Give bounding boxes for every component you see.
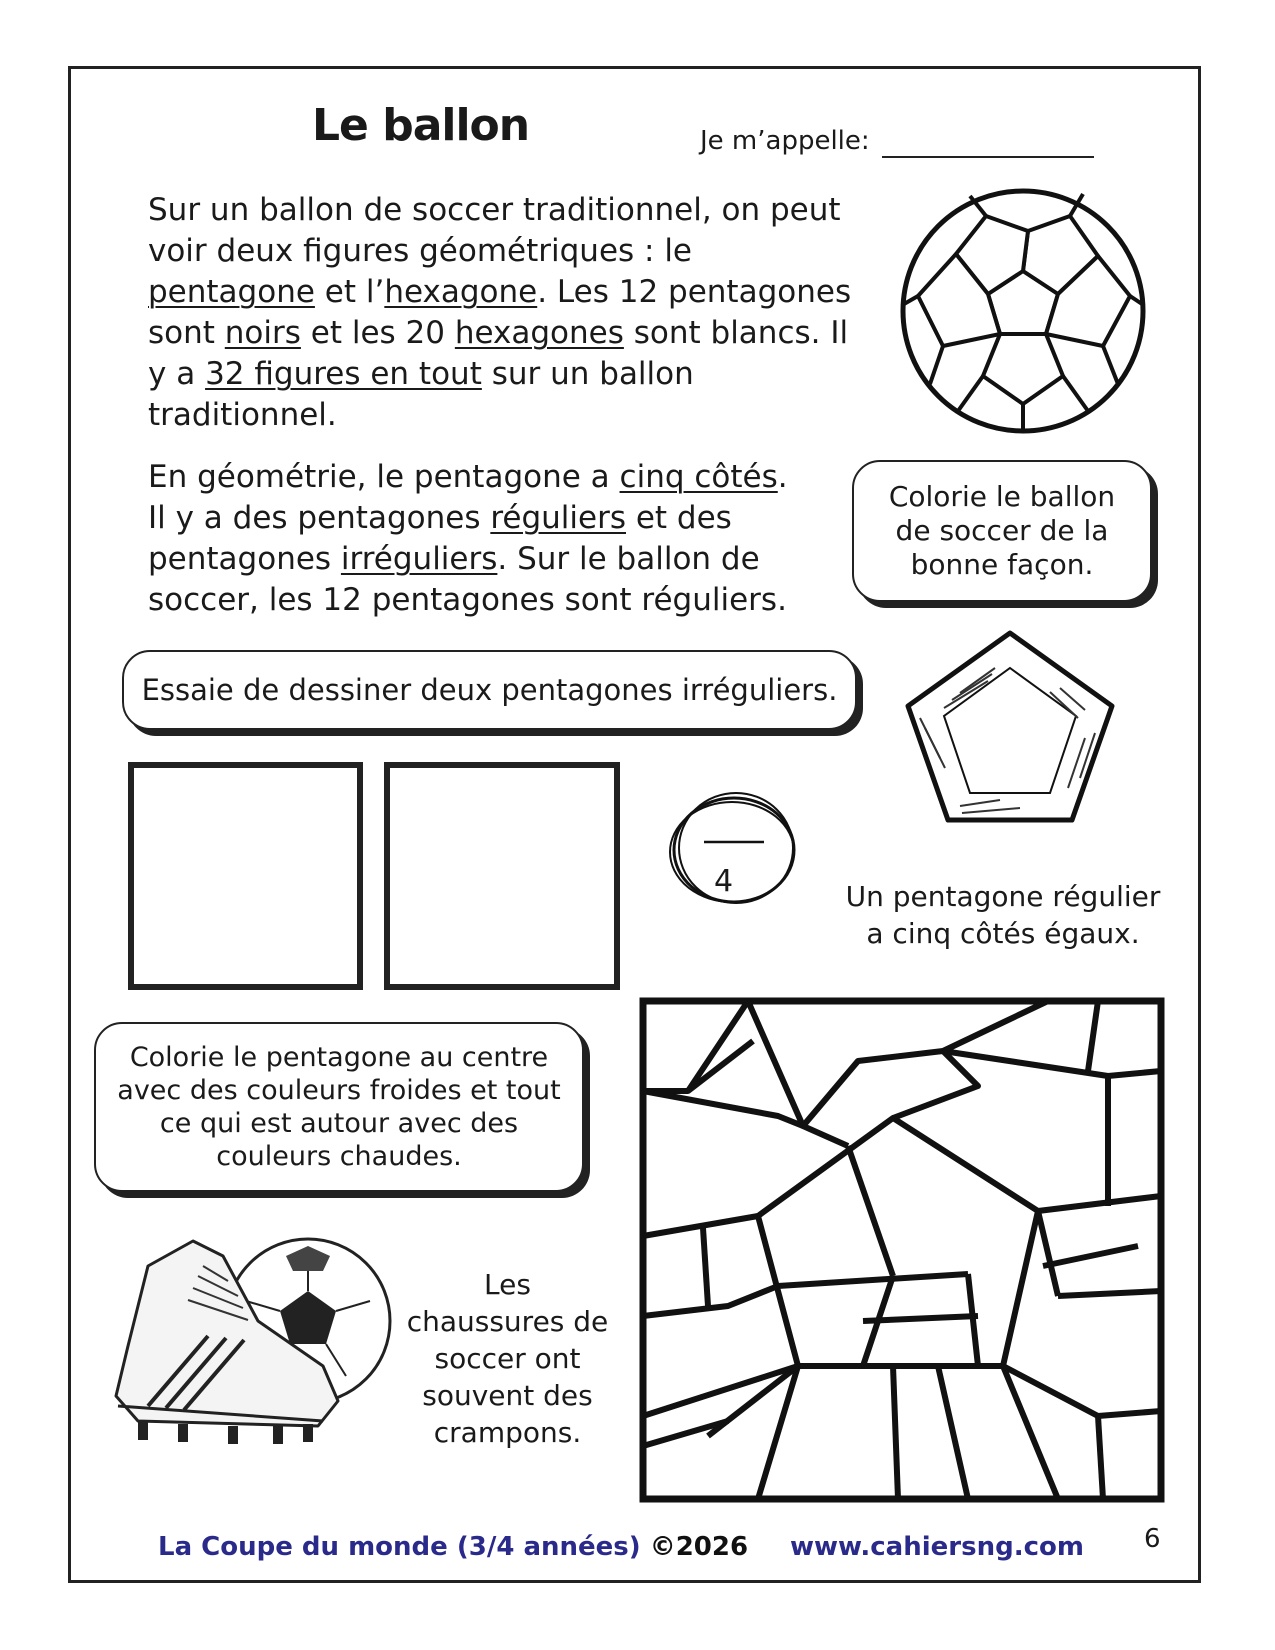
color-ball-text: Colorie le ballon de soccer de la bonne façon. [888,480,1116,581]
geometry-text-4: . Sur le ballon de soccer, les 12 pentagones sont réguliers. [148,541,787,618]
term-hexagone: hexagone [384,274,538,310]
term-cinq-cotes: cinq côtés [619,459,778,495]
term-32-figures: 32 figures en tout [205,356,482,392]
footer-book: La Coupe du monde (3/4 années) [158,1532,641,1562]
intro-paragraph [148,190,868,436]
page-number: 6 [1144,1524,1161,1554]
geometry-text-1: En géométrie, le pentagone a [148,459,620,495]
intro-text-5: sont blancs. Il y a [148,315,849,392]
name-field-line[interactable] [882,156,1094,158]
term-pentagone: pentagone [148,274,315,310]
color-pentagon-instruction [94,1022,584,1192]
intro-text-3: . Les 12 pentagones sont [148,274,852,351]
geometry-text-3: et des pentagones [148,500,732,577]
draw-instruction [122,650,857,730]
geometry-text-2: . Il y a des pentagones [148,459,788,536]
regular-pentagon-caption: Un pentagone régulier a cinq côtés égaux. [845,880,1161,950]
term-noirs: noirs [224,315,301,351]
score-circle[interactable] [664,790,804,910]
intro-text-2: et l’ [314,274,385,310]
footer-website[interactable]: www.cahiersng.com [790,1532,1084,1562]
footer-copyright: ©2026 [649,1532,749,1562]
drawing-square-1[interactable] [128,762,363,990]
soccer-shoe-and-ball-illustration [108,1226,398,1466]
name-label: Je m’appelle: [700,126,870,156]
footer-book-title [158,1532,748,1562]
page-title: Le ballon [312,100,530,151]
color-pentagon-text: Colorie le pentagone au centre avec des couleurs froides et tout ce qui est autour avec des couleurs chaudes. [117,1042,561,1172]
intro-text-1: Sur un ballon de soccer traditionnel, on peut voir deux figures géométriques : le [148,192,841,269]
regular-pentagon-illustration [900,628,1120,828]
intro-text-4: et les 20 [300,315,455,351]
geometry-paragraph [148,457,788,621]
score-denominator: 4 [714,864,734,899]
intro-text-6: sur un ballon traditionnel. [148,356,694,433]
color-ball-instruction [852,460,1152,602]
pentagon-mosaic[interactable] [638,996,1168,1506]
drawing-square-2[interactable] [384,762,620,990]
shoes-caption: Les chaussures de soccer ont souvent des crampons. [406,1268,609,1449]
term-irreguliers: irréguliers [340,541,498,577]
term-reguliers: réguliers [490,500,626,536]
term-hexagones: hexagones [454,315,624,351]
draw-instruction-text: Essaie de dessiner deux pentagones irréguliers. [141,673,838,707]
soccer-ball-illustration[interactable] [898,186,1148,436]
